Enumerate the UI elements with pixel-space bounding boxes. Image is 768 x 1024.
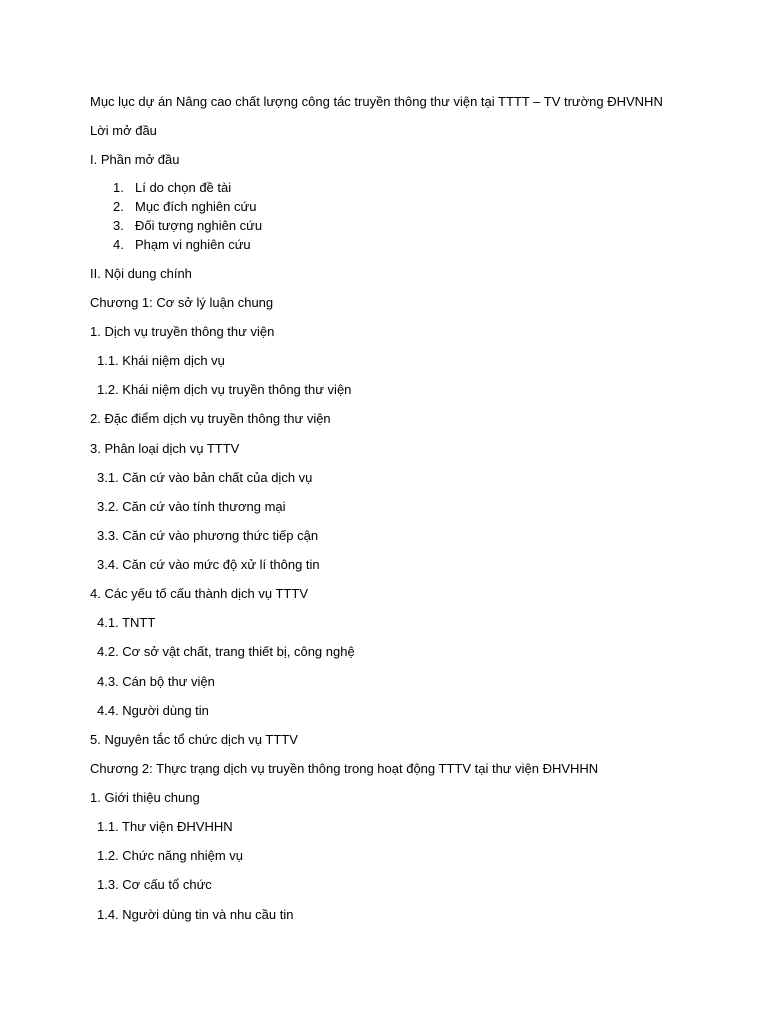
toc-subsection: 1.2. Chức năng nhiệm vụ: [97, 848, 244, 863]
toc-subsection: 3.2. Căn cứ vào tính thương mại: [97, 499, 286, 514]
toc-section: 3. Phân loại dịch vụ TTTV: [90, 441, 240, 456]
part2-heading: II. Nội dung chính: [90, 266, 192, 281]
list-item-text: Mục đích nghiên cứu: [135, 199, 257, 214]
list-item-number: 2.: [113, 199, 124, 214]
list-item-text: Lí do chọn đề tài: [135, 180, 232, 195]
toc-section: 1. Giới thiệu chung: [90, 790, 200, 805]
toc-subsection: 4.3. Cán bộ thư viện: [97, 674, 215, 689]
toc-subsection: 1.2. Khái niệm dịch vụ truyền thông thư viện: [97, 382, 352, 397]
list-item-text: Phạm vi nghiên cứu: [135, 237, 251, 252]
toc-subsection: 4.1. TNTT: [97, 615, 156, 630]
toc-subsection: 1.1. Khái niệm dịch vụ: [97, 353, 225, 368]
toc-section: 1. Dịch vụ truyền thông thư viện: [90, 324, 275, 339]
list-item-number: 1.: [113, 180, 124, 195]
document-title: Mục lục dự án Nâng cao chất lượng công tác truyền thông thư viện tại TTTT – TV trường ĐHVNHN: [90, 94, 663, 109]
toc-section: 2. Đặc điểm dịch vụ truyền thông thư viện: [90, 411, 331, 426]
toc-subsection: 3.4. Căn cứ vào mức độ xử lí thông tin: [97, 557, 320, 572]
preface-heading: Lời mở đầu: [90, 123, 157, 138]
chapter1-heading: Chương 1: Cơ sở lý luận chung: [90, 295, 274, 310]
toc-subsection: 1.3. Cơ cấu tổ chức: [97, 877, 212, 892]
toc-section: 4. Các yếu tố cấu thành dịch vụ TTTV: [90, 586, 308, 601]
part1-heading: I. Phần mở đầu: [90, 152, 180, 167]
toc-subsection: 4.2. Cơ sở vật chất, trang thiết bị, công nghệ: [97, 644, 355, 659]
toc-section: 5. Nguyên tắc tổ chức dịch vụ TTTV: [90, 732, 298, 747]
list-item-text: Đối tượng nghiên cứu: [135, 218, 263, 233]
toc-subsection: 4.4. Người dùng tin: [97, 703, 209, 718]
list-item-number: 3.: [113, 218, 124, 233]
list-item-number: 4.: [113, 237, 124, 252]
chapter2-heading: Chương 2: Thực trạng dịch vụ truyền thông trong hoạt động TTTV tại thư viện ĐHVHHN: [90, 761, 599, 776]
toc-subsection: 3.3. Căn cứ vào phương thức tiếp cận: [97, 528, 319, 543]
toc-subsection: 1.1. Thư viện ĐHVHHN: [97, 819, 233, 834]
toc-subsection: 3.1. Căn cứ vào bản chất của dịch vụ: [97, 470, 313, 485]
toc-subsection: 1.4. Người dùng tin và nhu cầu tin: [97, 907, 294, 922]
